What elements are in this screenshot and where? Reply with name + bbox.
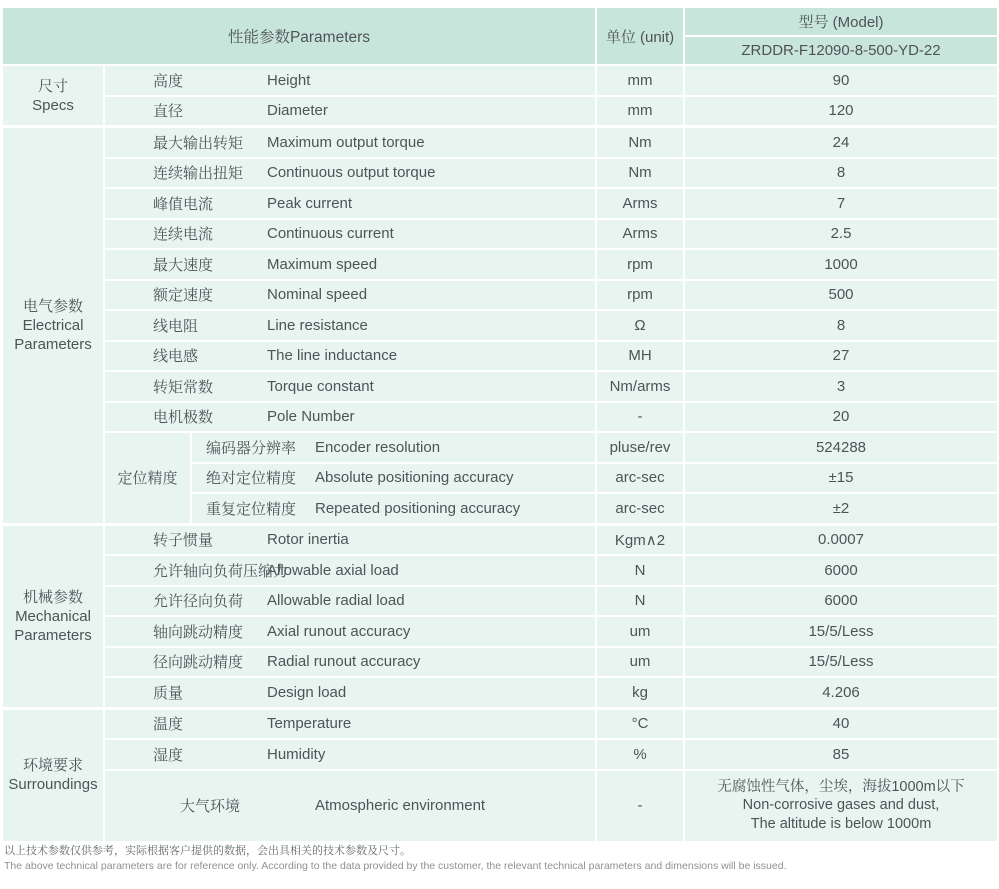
param-cn-label: 连续电流	[153, 226, 214, 244]
param-en-label: Temperature	[267, 715, 352, 733]
value-cell: 90	[685, 66, 997, 95]
param-en-label: Absolute positioning accuracy	[315, 469, 514, 487]
unit-header: 单位 (unit)	[597, 8, 683, 64]
value-cell: 24	[685, 128, 997, 157]
param-en-label: Rotor inertia	[267, 531, 349, 549]
unit-cell: MH	[597, 342, 683, 371]
model-header: 型号 (Model)	[685, 8, 997, 35]
unit-cell: N	[597, 556, 683, 585]
unit-cell: °C	[597, 710, 683, 739]
param-en-label: Allowable axial load	[267, 561, 399, 579]
param-row	[105, 617, 997, 646]
param-row	[192, 433, 997, 462]
param-cn-label: 转子惯量	[153, 532, 214, 550]
param-cn-label: 最大速度	[153, 256, 214, 274]
section-label-cn: 电气参数	[22, 297, 83, 315]
value-cell: 120	[685, 97, 997, 126]
param-en-label: Encoder resolution	[315, 438, 441, 456]
param-en-label: The line inductance	[267, 347, 398, 365]
param-row	[105, 97, 997, 126]
param-row	[192, 464, 997, 493]
param-cn-label: 允许径向负荷	[153, 593, 244, 611]
param-en-label: Peak current	[267, 194, 353, 212]
param-cn-label: 重复定位精度	[205, 500, 296, 518]
param-en-label: Continuous current	[267, 225, 394, 243]
section-electrical	[3, 128, 997, 523]
unit-cell: rpm	[597, 250, 683, 279]
param-row	[105, 128, 997, 157]
param-row	[105, 648, 997, 677]
section-label-en: Specs	[32, 96, 74, 114]
param-cn-label: 温度	[153, 716, 184, 734]
param-cn-label: 大气环境	[179, 798, 240, 815]
section-label-cn: 机械参数	[22, 588, 83, 606]
value-cell: 6000	[685, 556, 997, 585]
param-en-label: Allowable radial load	[267, 592, 405, 610]
model-header-column	[685, 8, 997, 64]
spec-table	[3, 8, 997, 841]
value-cell: 500	[685, 281, 997, 310]
param-cn-label: 额定速度	[153, 287, 214, 305]
param-row	[105, 678, 997, 707]
unit-cell: um	[597, 648, 683, 677]
param-en-label: Maximum speed	[267, 255, 378, 273]
unit-cell: arc-sec	[597, 494, 683, 523]
section-label	[3, 66, 103, 125]
value-cell: 15/5/Less	[685, 617, 997, 646]
param-row	[105, 189, 997, 218]
unit-cell: N	[597, 587, 683, 616]
unit-cell: Nm	[597, 159, 683, 188]
unit-cell: Arms	[597, 189, 683, 218]
param-cn-label: 允许轴向负荷压缩力	[153, 562, 289, 580]
unit-cell: -	[597, 771, 683, 841]
param-cn-label: 湿度	[153, 746, 184, 764]
section-label-cn: 尺寸	[37, 77, 68, 95]
value-cell: 2.5	[685, 220, 997, 249]
param-cn-label: 径向跳动精度	[153, 654, 244, 672]
section-mechanical	[3, 526, 997, 707]
value-cell: 15/5/Less	[685, 648, 997, 677]
param-cn-label: 轴向跳动精度	[153, 623, 244, 641]
section-surroundings	[3, 710, 997, 841]
param-row	[105, 250, 997, 279]
param-row	[105, 556, 997, 585]
group-label: 定位精度	[105, 433, 190, 523]
param-en-label: Atmospheric environment	[315, 797, 486, 814]
param-en-label: Nominal speed	[267, 286, 368, 304]
unit-cell: arc-sec	[597, 464, 683, 493]
value-cell: 40	[685, 710, 997, 739]
unit-cell: Nm	[597, 128, 683, 157]
section-label-en: Mechanical Parameters	[14, 607, 92, 644]
param-cn-label: 质量	[153, 684, 184, 702]
unit-cell: Kgm∧2	[597, 526, 683, 555]
param-cn-label: 直径	[153, 103, 184, 121]
param-row	[192, 494, 997, 523]
section-label-en: Electrical Parameters	[14, 316, 92, 353]
parameters-header: 性能参数Parameters	[3, 8, 595, 64]
section-label-cn: 环境要求	[22, 757, 83, 774]
value-cell: 7	[685, 189, 997, 218]
unit-cell: kg	[597, 678, 683, 707]
value-cell: ±2	[685, 494, 997, 523]
section-specs	[3, 66, 997, 125]
param-row	[105, 159, 997, 188]
unit-cell: mm	[597, 66, 683, 95]
model-number: ZRDDR-F12090-8-500-YD-22	[685, 37, 997, 64]
param-cn-label: 峰值电流	[153, 195, 214, 213]
param-row	[105, 220, 997, 249]
param-row	[105, 403, 997, 432]
param-row	[105, 66, 997, 95]
value-cell: 0.0007	[685, 526, 997, 555]
param-cn-label: 编码器分辨率	[205, 439, 296, 457]
param-row	[105, 740, 997, 769]
param-cn-label: 转矩常数	[153, 378, 214, 396]
param-en-label: Radial runout accuracy	[267, 653, 421, 671]
value-cell: 27	[685, 342, 997, 371]
value-cell: 3	[685, 372, 997, 401]
value-line: Non-corrosive gases and dust,	[742, 797, 940, 814]
positioning-accuracy-group	[105, 433, 997, 523]
section-label	[3, 710, 103, 841]
footer-note-en: The above technical parameters are for reference only. According to the data provided by the customer, the relevant technical parameters and dimensions will be issued.	[4, 860, 787, 872]
param-en-label: Pole Number	[267, 408, 355, 426]
value-cell: 8	[685, 159, 997, 188]
param-row-atmospheric	[105, 771, 997, 841]
param-en-label: Maximum output torque	[267, 133, 425, 151]
param-en-label: Repeated positioning accuracy	[315, 499, 521, 517]
param-row	[105, 281, 997, 310]
section-label	[3, 526, 103, 707]
value-line: 无腐蚀性气体，尘埃，海拔1000m以下	[717, 778, 965, 795]
param-row	[105, 342, 997, 371]
value-cell: ±15	[685, 464, 997, 493]
param-cn-label: 线电阻	[153, 317, 199, 335]
param-row	[105, 710, 997, 739]
unit-cell: %	[597, 740, 683, 769]
param-cn-label: 电机极数	[153, 409, 214, 427]
value-cell: 8	[685, 311, 997, 340]
param-cn-label: 绝对定位精度	[205, 470, 296, 488]
param-row	[105, 311, 997, 340]
param-en-label: Torque constant	[267, 377, 374, 395]
value-cell: 20	[685, 403, 997, 432]
value-cell: 85	[685, 740, 997, 769]
value-cell: 1000	[685, 250, 997, 279]
param-en-label: Height	[267, 71, 311, 89]
unit-cell: mm	[597, 97, 683, 126]
unit-cell: Ω	[597, 311, 683, 340]
value-cell	[685, 771, 997, 841]
param-en-label: Diameter	[267, 102, 328, 120]
footer-note-cn: 以上技术参数仅供参考，实际根据客户提供的数据，会出具相关的技术参数及尺寸。	[4, 845, 411, 857]
value-cell: 4.206	[685, 678, 997, 707]
param-en-label: Design load	[267, 683, 347, 701]
footer-notes	[4, 844, 787, 874]
param-cn-label: 连续输出扭矩	[153, 165, 244, 183]
unit-cell: um	[597, 617, 683, 646]
unit-cell: Arms	[597, 220, 683, 249]
unit-cell: -	[597, 403, 683, 432]
param-en-label: Continuous output torque	[267, 164, 436, 182]
unit-cell: rpm	[597, 281, 683, 310]
value-cell: 6000	[685, 587, 997, 616]
param-row	[105, 372, 997, 401]
param-en-label: Axial runout accuracy	[267, 622, 411, 640]
param-en-label: Line resistance	[267, 316, 368, 334]
section-label	[3, 128, 103, 523]
param-cn-label: 线电感	[153, 348, 199, 366]
unit-cell: pluse/rev	[597, 433, 683, 462]
param-cn-label: 最大输出转矩	[153, 134, 244, 152]
param-en-label: Humidity	[267, 745, 326, 763]
param-cn-label: 高度	[153, 72, 184, 90]
param-row	[105, 587, 997, 616]
param-row	[105, 526, 997, 555]
value-line: The altitude is below 1000m	[750, 815, 932, 832]
table-header	[3, 8, 997, 64]
value-cell: 524288	[685, 433, 997, 462]
section-label-en: Surroundings	[8, 776, 98, 793]
unit-cell: Nm/arms	[597, 372, 683, 401]
